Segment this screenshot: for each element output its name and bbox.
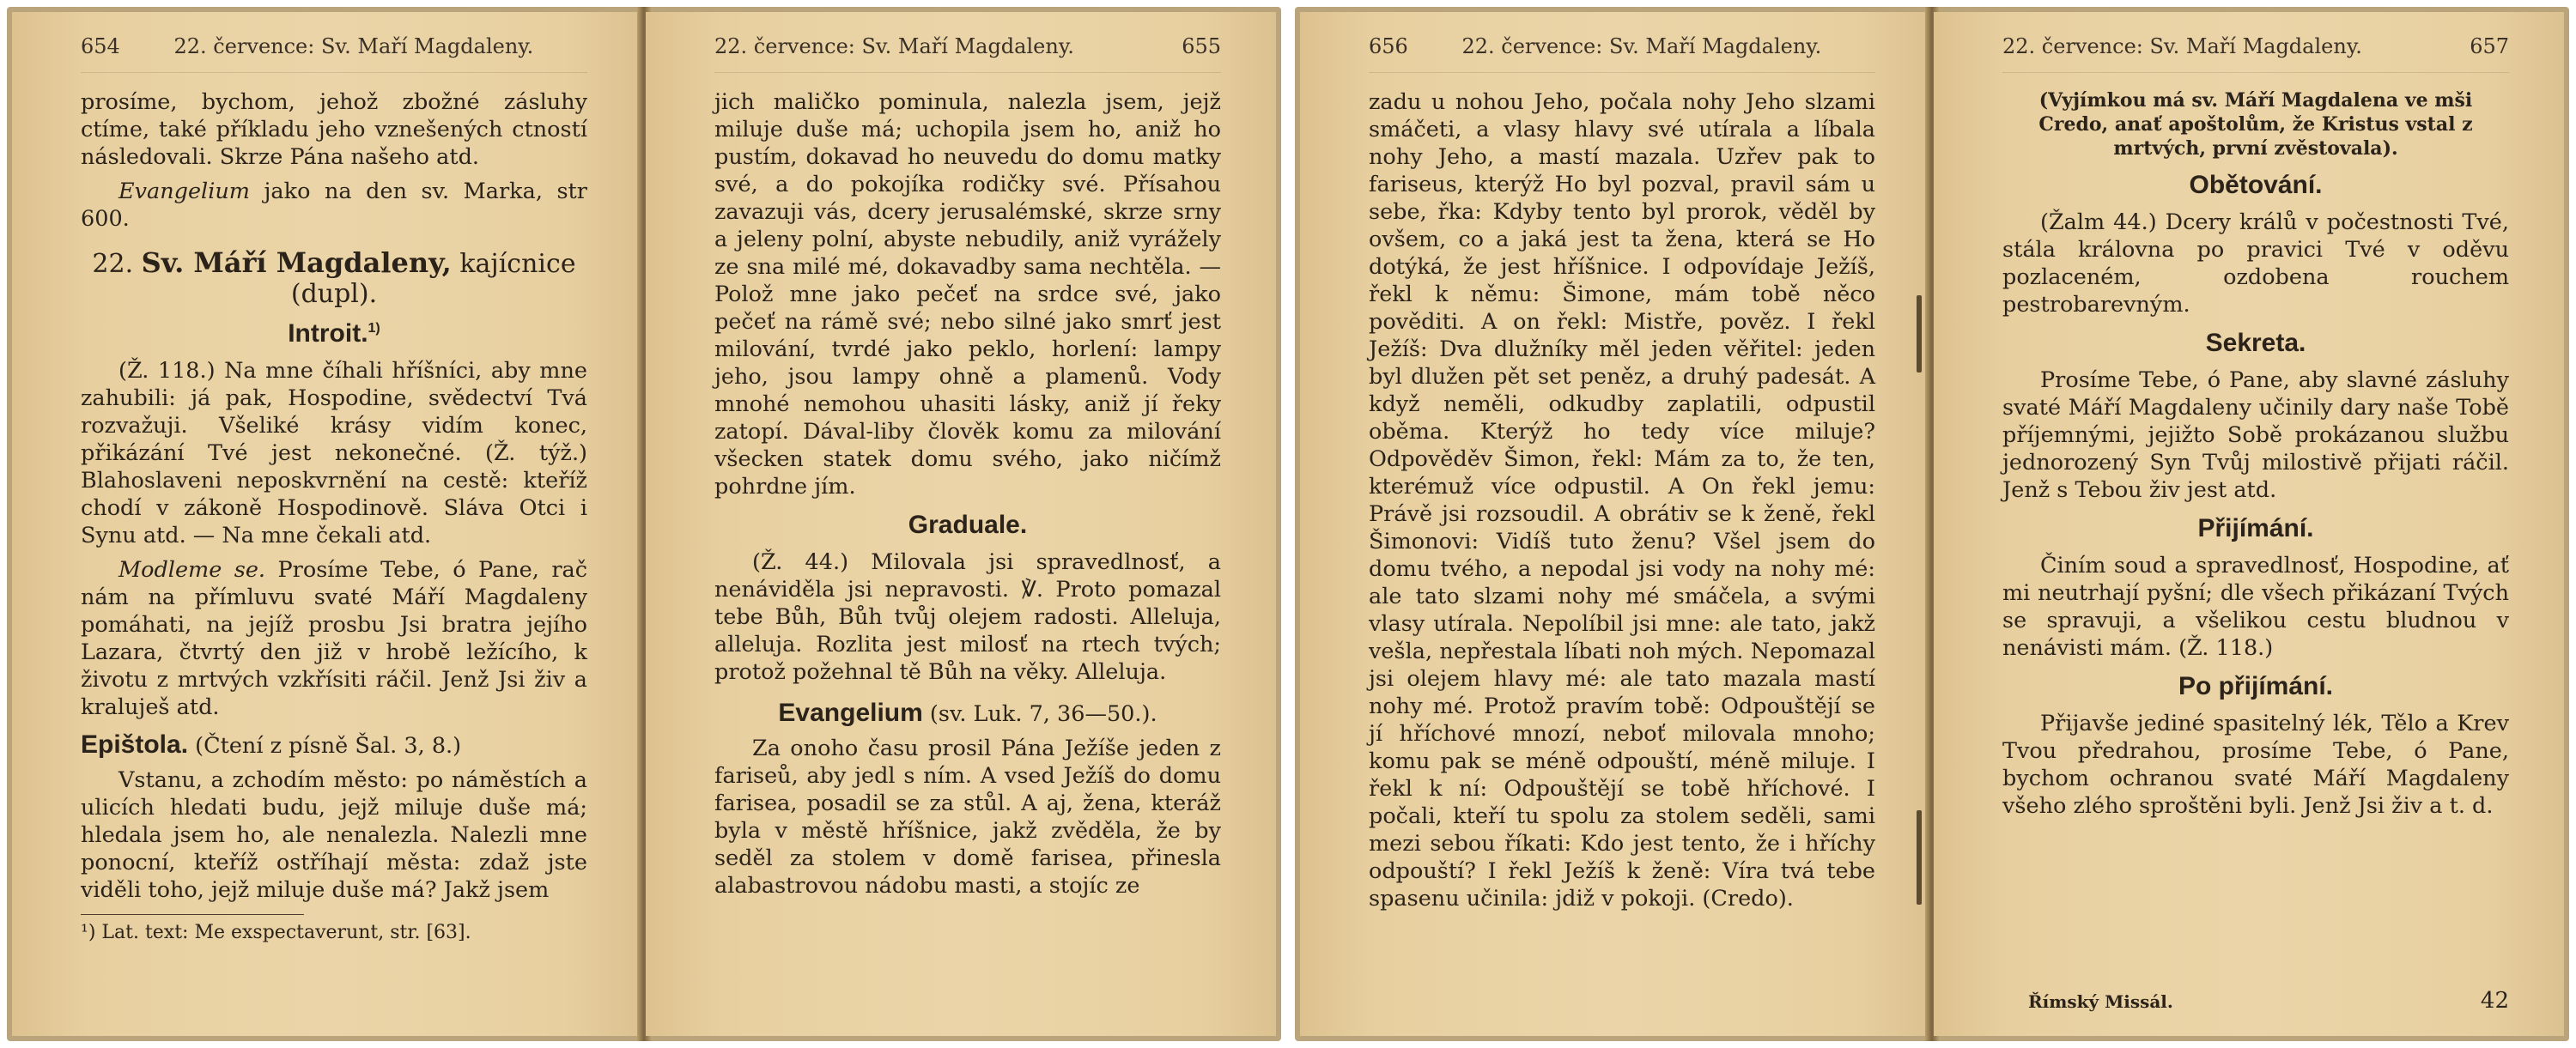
- offertory-text: (Žalm 44.) Dcery králů v počestnosti Tvé, stála královna po pravici Tvé v oděvu pozlaceném, ozdobena rouchem pestrobarevným.: [2002, 209, 2509, 318]
- header-title: 22. července: Sv. Maří Magdaleny.: [2002, 34, 2362, 58]
- feast-heading: [81, 246, 587, 309]
- gospel-text: Za onoho času prosil Pána Ježíše jeden z fariseů, aby jedl s ním. A vsed Ježíš do domu farisea, posadil se za stůl. A aj, žena, kteráž byla v městě hříšnice, jakž zvěděla, že by seděl za stolem v domě farisea, přinesla alabastrovou nádobu masti, a stojíc ze: [714, 736, 1221, 899]
- postcommunion-heading: Po přijímání.: [2178, 672, 2334, 700]
- offertory-heading: Obětování.: [2189, 171, 2323, 199]
- gospel-continuation: zadu u nohou Jeho, počala nohy Jeho slzami smáčeti, a vlasy hlavy své utírala a líbala nohy Jeho, a mastí mazala. Uzřev pak to fariseus, kterýž Ho byl pozval, pravil sám u sebe, řka: Kdyby tento byl prorok, věděl by ovšem, co a jaká jest ta žena, která se Ho dotýká, že jest hříšnice. I odpovídaje Ježíš, řekl k němu: Šimone, mám tobě něco pověditi. A on řekl: Mistře, pověz. I řekl Ježíš: Dva dlužníky měl jeden věřitel: jeden byl dlužen pět set peněz, a druhý padesát. A když neměli, odkudby zaplatili, odpustil oběma. Kterýž ho tedy více miluje? Odpověděv Šimon, řekl: Mám za to, že ten, kterémuž více odpustil. A On řekl jemu: Právě jsi rozsoudil. A obrátiv se k ženě, řekl Šimonovi: Vidíš tuto ženu? Všel jsem do domu tvého, a nepodal jsi vody na nohy mé: ale tato slzami nohy mé smáčela, a svými vlasy utírala. Nepolíbil jsi mne: ale tato, jakž vešla, nepřestala líbati noh mých. Nepomazal jsi olejem hlavy mé: ale tato mazala mastí nohy mé. Protož pravím tobě: Odpouštějí se jí hříchové mnozí, neboť milovala mnoho; komu pak se méně odpouští, méně miluje. I řekl k ní: Odpouštějí se tobě hříchové. I počali, kteří tu spolu za stolem seděli, sami mezi sebou říkati: Kdo jest tento, že i hříchy odpouští? I řekl Ježíš k ženě: Víra tvá tebe spasenu učinila: jdiž v pokoji. (Credo).: [1369, 89, 1875, 912]
- gradual-heading: Graduale.: [908, 511, 1028, 539]
- introit-footnote-mark: 1): [368, 321, 380, 336]
- gospel-heading: Evangelium: [778, 699, 923, 727]
- page-footer: [2002, 988, 2509, 1014]
- footnote-rule: [81, 914, 304, 915]
- header-title: 22. července: Sv. Maří Magdaleny.: [1461, 34, 1822, 58]
- gospel-italic: Evangelium: [118, 179, 250, 204]
- page-656: [1300, 12, 1930, 1036]
- page-number: 656: [1369, 34, 1408, 58]
- postcommunion-text: Přijavše jediné spasitelný lék, Tělo a Krev Tvou předrahou, prosíme Tebe, ó Pane, bychom ochranou svaté Máří Magdaleny všeho zlého sproštěni byli. Jenž Jsi živ a t. d.: [2002, 711, 2509, 819]
- credo-note: (Vyjímkou má sv. Máří Magdalena ve mši Credo, anať apoštolům, že Kristus vstal z mrtvých, první zvěstovala).: [2038, 89, 2473, 160]
- signature-mark: Římský Missál.: [2028, 991, 2173, 1012]
- epistle-heading: Epištola.: [81, 730, 189, 759]
- secret-text: Prosíme Tebe, ó Pane, aby slavné zásluhy svaté Máří Magdaleny učinily dary naše Tobě příjemnými, jejižto Sobě prokázanou službu jednorozený Syn Tvůj milostivě přijati ráčil. Jenž s Tebou živ jest atd.: [2002, 367, 2509, 503]
- prayer-italic: Modleme se.: [118, 557, 266, 583]
- running-header: [81, 34, 587, 73]
- communion-text: Činím soud a spravedlnosť, Hospodine, ať mi neutrhají pyšní; dle všech přikázaní Tvých se spravuji, a všelikou cestu bludnou v nenávisti mám. (Ž. 118.): [2002, 553, 2509, 661]
- introit-text: (Ž. 118.) Na mne číhali hříšníci, aby mne zahubili: já pak, Hospodine, svědectví Tvá rozvažuji. Všeliké krásy vidím konec, přikázání Tvé jest nekonečné. (Ž. týž.) Blahoslaveni neposkvrnění na cestě: kteříž chodí v zákoně Hospodinově. Sláva Otci i Synu atd. — Na mne čekali atd.: [81, 358, 587, 548]
- page-number: 654: [81, 34, 120, 58]
- epistle-continuation: jich maličko pominula, nalezla jsem, jejž miluje duše má; uchopila jsem ho, aniž ho pustím, dokavad ho neuvedu do domu matky své, a do pokojíka rodičky své. Přísahou zavazuji vás, dcery jerusalémské, skrze srny a jeleny polní, abyste nebudily, aniž vyrážely ze sna milé mé, dokavadby sama nechtěla. — Polož mne jako pečeť na srdce své, jako pečeť na rámě své; nebo silné jako smrť jest milování, tvrdé jako peklo, horlení: lampy jeho, jsou lampy ohně a plamenů. Vody mnohé nemohou uhasiti lásky, aniž jí řeky zatopí. Dával-liby člověk komu za milování všecken statek domu svého, jako ničímž pohrdne jím.: [714, 89, 1221, 500]
- secret-heading: Sekreta.: [2205, 329, 2306, 357]
- running-header: [2002, 34, 2509, 73]
- feast-name: Sv. Máří Magdaleny,: [141, 246, 452, 279]
- introit-heading-text: Introit.: [288, 319, 368, 348]
- feast-suffix: kajícnice (dupl).: [290, 249, 576, 309]
- gospel-note: jako na den sv. Marka, str 600.: [81, 179, 587, 232]
- page-657: [1934, 12, 2564, 1036]
- gospel-reference: [81, 178, 587, 233]
- page-number: 657: [2470, 34, 2509, 58]
- header-title: 22. července: Sv. Maří Magdaleny.: [173, 34, 534, 58]
- intro-paragraph: prosíme, bychom, jehož zbožné zásluhy ctíme, také příkladu jeho vznešených ctností následovali. Skrze Pána našeho atd.: [81, 89, 587, 170]
- collect-prayer: [81, 556, 587, 721]
- prayer-text: Prosíme Tebe, ó Pane, rač nám na přímluvu svaté Máří Magdaleny pomáhati, na jejíž prosbu Jsi bratra jejího Lazara, čtvrtý den již v hrobě ležícího, k životu z mrtvých vzkřísiti ráčil. Jenž Jsi živ a kraluješ atd.: [81, 557, 587, 720]
- gospel-ref: (sv. Luk. 7, 36—50.).: [922, 701, 1157, 727]
- feast-prefix: 22.: [92, 249, 142, 279]
- running-header: [714, 34, 1221, 73]
- header-title: 22. července: Sv. Maří Magdaleny.: [714, 34, 1074, 58]
- page-number: 655: [1182, 34, 1221, 58]
- gradual-text: (Ž. 44.) Milovala jsi spravedlnosť, a nenáviděla jsi nepravosti. ℣. Proto pomazal tebe Bůh, Bůh tvůj olejem radosti. Alleluja, alleluja. Rozlita jest milosť na rtech tvých; protož požehnal tě Bůh na věky. Alleluja.: [714, 549, 1221, 685]
- running-header: [1369, 34, 1875, 73]
- page-655: [646, 12, 1276, 1036]
- introit-heading: [81, 319, 587, 348]
- book-spread-left: [7, 7, 1281, 1041]
- margin-mark: [1917, 295, 1922, 373]
- communion-heading: Přijímání.: [2197, 514, 2314, 542]
- sheet-number: 42: [2480, 988, 2509, 1014]
- book-spread-right: [1295, 7, 2569, 1041]
- epistle-text: Vstanu, a zchodím město: po náměstích a ulicích hledati budu, jejž miluje duše má; hledala jsem ho, ale nenalezla. Nalezli mne ponocní, kteříž ostříhají města: zdaž jste viděli toho, jejž miluje duše má? Jakž jsem: [81, 767, 587, 903]
- epistle-ref: (Čtení z písně Šal. 3, 8.): [188, 733, 462, 759]
- margin-mark: [1917, 810, 1922, 905]
- page-654: [12, 12, 642, 1036]
- gospel-heading-line: [714, 700, 1221, 728]
- epistle-heading-line: [81, 731, 587, 760]
- footnote: ¹) Lat. text: Me exspectaverunt, str. [63].: [81, 922, 471, 943]
